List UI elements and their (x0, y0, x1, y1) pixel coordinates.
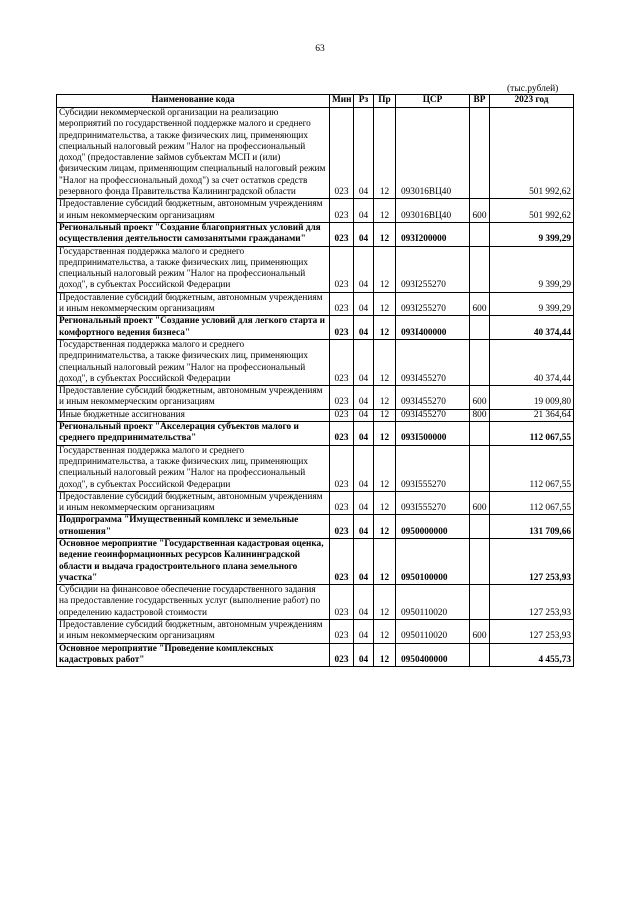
cell-rz: 04 (354, 422, 374, 446)
table-row (57, 409, 574, 421)
page-number: 63 (315, 44, 325, 54)
cell-rz: 04 (354, 445, 374, 491)
cell-csr: 093I200000 (396, 222, 470, 246)
cell-csr: 093I455270 (396, 409, 470, 421)
cell-vr (470, 643, 490, 667)
cell-vr (470, 222, 490, 246)
cell-rz: 04 (354, 643, 374, 667)
cell-rz: 04 (354, 515, 374, 539)
cell-pr: 12 (374, 199, 396, 223)
cell-sum: 501 992,62 (490, 108, 574, 199)
cell-name: Региональный проект "Создание условий для легкого старта и комфортного ведения бизнеса" (57, 316, 330, 340)
cell-vr (470, 246, 490, 292)
header-csr: ЦСР (396, 95, 470, 108)
cell-min: 023 (330, 339, 354, 385)
cell-rz: 04 (354, 386, 374, 410)
cell-name: Предоставление субсидий бюджетным, автономным учреждениям и иным некоммерческим организациям (57, 620, 330, 644)
header-year: 2023 год (490, 95, 574, 108)
cell-pr: 12 (374, 620, 396, 644)
cell-sum: 9 399,29 (490, 222, 574, 246)
cell-vr: 600 (470, 491, 490, 515)
cell-vr (470, 422, 490, 446)
cell-min: 023 (330, 316, 354, 340)
cell-vr (470, 515, 490, 539)
cell-vr (470, 339, 490, 385)
cell-csr: 0950100000 (396, 538, 470, 584)
header-vr: ВР (470, 95, 490, 108)
cell-rz: 04 (354, 538, 374, 584)
cell-min: 023 (330, 585, 354, 620)
table-row (57, 515, 574, 539)
cell-name: Субсидии некоммерческой организации на реализацию мероприятий по государственной поддержке малого и среднего предпринимательства, а также физических лиц, применяющих специальный налоговый режим "Налог на профессиональный доход" (предоставление займов субъектам МСП и (или) физическим лицам, применяющим специальный налоговый режим "Налог на профессиональный доход") за счет остатков средств резервного фонда Правительства Калининградской области (57, 108, 330, 199)
cell-name: Иные бюджетные ассигнования (57, 409, 330, 421)
cell-sum: 112 067,55 (490, 491, 574, 515)
cell-sum: 9 399,29 (490, 292, 574, 316)
cell-pr: 12 (374, 222, 396, 246)
cell-pr: 12 (374, 409, 396, 421)
cell-rz: 04 (354, 199, 374, 223)
cell-min: 023 (330, 491, 354, 515)
cell-sum: 19 009,80 (490, 386, 574, 410)
cell-csr: 0950110020 (396, 585, 470, 620)
cell-min: 023 (330, 222, 354, 246)
cell-rz: 04 (354, 316, 374, 340)
cell-min: 023 (330, 422, 354, 446)
table-header-row (57, 95, 574, 108)
cell-vr (470, 316, 490, 340)
cell-min: 023 (330, 409, 354, 421)
table-row (57, 199, 574, 223)
cell-sum: 40 374,44 (490, 339, 574, 385)
cell-pr: 12 (374, 515, 396, 539)
cell-name: Государственная поддержка малого и среднего предпринимательства, а также физических лиц, применяющих специальный налоговый режим "Налог на профессиональный доход", в субъектах Российской Федерации (57, 246, 330, 292)
cell-min: 023 (330, 515, 354, 539)
cell-sum: 127 253,93 (490, 538, 574, 584)
table-row (57, 491, 574, 515)
cell-vr: 600 (470, 620, 490, 644)
header-name: Наименование кода (57, 95, 330, 108)
cell-name: Подпрограмма "Имущественный комплекс и земельные отношения" (57, 515, 330, 539)
cell-min: 023 (330, 620, 354, 644)
cell-csr: 093I555270 (396, 491, 470, 515)
cell-csr: 0950000000 (396, 515, 470, 539)
cell-sum: 127 253,93 (490, 585, 574, 620)
cell-name: Региональный проект "Акселерация субъектов малого и среднего предпринимательства" (57, 422, 330, 446)
cell-vr: 600 (470, 199, 490, 223)
cell-pr: 12 (374, 339, 396, 385)
header-pr: Пр (374, 95, 396, 108)
table-row (57, 316, 574, 340)
cell-min: 023 (330, 386, 354, 410)
cell-min: 023 (330, 108, 354, 199)
cell-min: 023 (330, 538, 354, 584)
cell-sum: 4 455,73 (490, 643, 574, 667)
cell-pr: 12 (374, 386, 396, 410)
cell-name: Предоставление субсидий бюджетным, автономным учреждениям и иным некоммерческим организациям (57, 199, 330, 223)
table-row (57, 445, 574, 491)
cell-min: 023 (330, 199, 354, 223)
table-row (57, 246, 574, 292)
cell-csr: 093I500000 (396, 422, 470, 446)
cell-pr: 12 (374, 643, 396, 667)
cell-csr: 093I400000 (396, 316, 470, 340)
header-min: Мин (330, 95, 354, 108)
cell-pr: 12 (374, 316, 396, 340)
cell-sum: 112 067,55 (490, 422, 574, 446)
header-rz: Рз (354, 95, 374, 108)
cell-vr: 600 (470, 386, 490, 410)
cell-pr: 12 (374, 422, 396, 446)
cell-min: 023 (330, 292, 354, 316)
budget-table (56, 94, 574, 667)
cell-rz: 04 (354, 409, 374, 421)
cell-vr (470, 445, 490, 491)
table-row (57, 292, 574, 316)
cell-name: Государственная поддержка малого и среднего предпринимательства, а также физических лиц, применяющих специальный налоговый режим "Налог на профессиональный доход", в субъектах Российской Федерации (57, 445, 330, 491)
cell-vr (470, 585, 490, 620)
cell-name: Предоставление субсидий бюджетным, автономным учреждениям и иным некоммерческим организациям (57, 386, 330, 410)
cell-csr: 0950400000 (396, 643, 470, 667)
cell-vr: 600 (470, 292, 490, 316)
cell-pr: 12 (374, 108, 396, 199)
cell-rz: 04 (354, 246, 374, 292)
cell-pr: 12 (374, 292, 396, 316)
table-body (57, 108, 574, 667)
table-row (57, 422, 574, 446)
table-row (57, 386, 574, 410)
cell-name: Основное мероприятие "Государственная кадастровая оценка, ведение геоинформационных ресурсов Калининградской области и выдача градостроительного плана земельного участка" (57, 538, 330, 584)
cell-rz: 04 (354, 292, 374, 316)
cell-sum: 501 992,62 (490, 199, 574, 223)
cell-min: 023 (330, 643, 354, 667)
cell-min: 023 (330, 246, 354, 292)
cell-vr: 800 (470, 409, 490, 421)
cell-rz: 04 (354, 222, 374, 246)
cell-pr: 12 (374, 491, 396, 515)
table-row (57, 620, 574, 644)
cell-rz: 04 (354, 585, 374, 620)
table-row (57, 643, 574, 667)
cell-vr (470, 108, 490, 199)
cell-name: Региональный проект "Создание благоприятных условий для осуществления деятельности самозанятыми гражданами" (57, 222, 330, 246)
cell-csr: 093I555270 (396, 445, 470, 491)
cell-rz: 04 (354, 620, 374, 644)
cell-name: Предоставление субсидий бюджетным, автономным учреждениям и иным некоммерческим организациям (57, 491, 330, 515)
cell-pr: 12 (374, 445, 396, 491)
table-row (57, 222, 574, 246)
cell-sum: 9 399,29 (490, 246, 574, 292)
cell-csr: 093016ВЦ40 (396, 199, 470, 223)
cell-min: 023 (330, 445, 354, 491)
cell-name: Основное мероприятие "Проведение комплексных кадастровых работ" (57, 643, 330, 667)
cell-csr: 093I455270 (396, 386, 470, 410)
cell-pr: 12 (374, 246, 396, 292)
cell-name: Государственная поддержка малого и среднего предпринимательства, а также физических лиц, применяющих специальный налоговый режим "Налог на профессиональный доход", в субъектах Российской Федерации (57, 339, 330, 385)
table-row (57, 339, 574, 385)
cell-sum: 112 067,55 (490, 445, 574, 491)
cell-vr (470, 538, 490, 584)
cell-sum: 127 253,93 (490, 620, 574, 644)
cell-pr: 12 (374, 585, 396, 620)
cell-rz: 04 (354, 339, 374, 385)
cell-sum: 21 364,64 (490, 409, 574, 421)
cell-name: Субсидии на финансовое обеспечение государственного задания на предоставление государственных услуг (выполнение работ) по определению кадастровой стоимости (57, 585, 330, 620)
cell-csr: 093I255270 (396, 246, 470, 292)
cell-csr: 093016ВЦ40 (396, 108, 470, 199)
units-label: (тыс.рублей) (507, 84, 559, 94)
table-row (57, 585, 574, 620)
table-row (57, 538, 574, 584)
cell-pr: 12 (374, 538, 396, 584)
cell-csr: 093I255270 (396, 292, 470, 316)
cell-rz: 04 (354, 108, 374, 199)
cell-csr: 093I455270 (396, 339, 470, 385)
cell-sum: 131 709,66 (490, 515, 574, 539)
cell-name: Предоставление субсидий бюджетным, автономным учреждениям и иным некоммерческим организациям (57, 292, 330, 316)
cell-rz: 04 (354, 491, 374, 515)
cell-sum: 40 374,44 (490, 316, 574, 340)
table-row (57, 108, 574, 199)
cell-csr: 0950110020 (396, 620, 470, 644)
